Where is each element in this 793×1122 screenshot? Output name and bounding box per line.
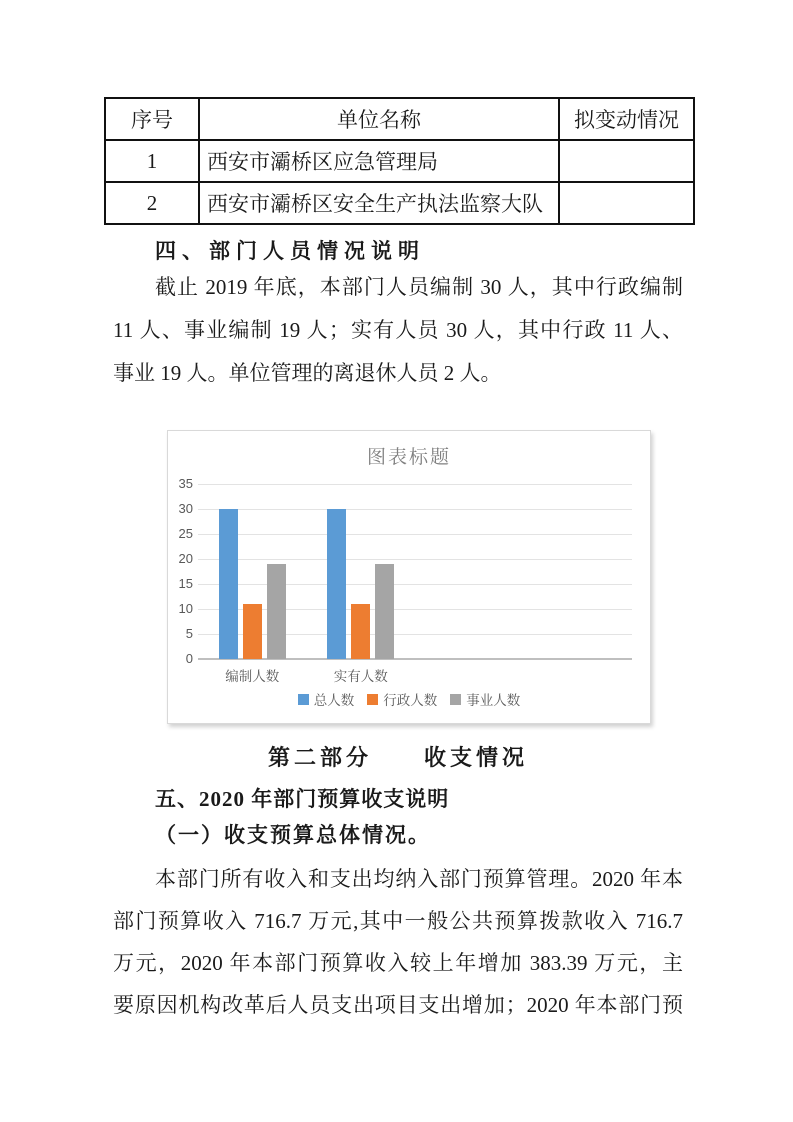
personnel-bar-chart bbox=[167, 430, 651, 724]
y-axis-tick: 20 bbox=[178, 551, 193, 566]
part2-heading: 第二部分 收支情况 bbox=[267, 745, 528, 770]
budget-paragraph bbox=[113, 858, 683, 1026]
table-header-row bbox=[105, 98, 694, 140]
paragraph-line: 截止 2019 年底，本部门人员编制 30 人，其中行政编制 bbox=[155, 275, 683, 299]
col-header-name: 单位名称 bbox=[199, 98, 559, 140]
bar-行政人数-编制人数 bbox=[243, 604, 262, 659]
legend-label: 行政人数 bbox=[383, 693, 438, 708]
gridline bbox=[198, 584, 632, 585]
legend-item bbox=[450, 689, 520, 709]
unit-name: 西安市灞桥区安全生产执法监察大队 bbox=[199, 182, 559, 224]
gridline bbox=[198, 559, 632, 560]
bar-行政人数-实有人数 bbox=[351, 604, 370, 659]
bar-总人数-实有人数 bbox=[327, 509, 346, 659]
paragraph-line: 本部门所有收入和支出均纳入部门预算管理。2020 年本 bbox=[155, 867, 683, 891]
gridline bbox=[198, 534, 632, 535]
subsection-heading-overview: （一）收支预算总体情况。 bbox=[155, 823, 431, 847]
y-axis-tick: 35 bbox=[178, 476, 193, 491]
legend-swatch-icon bbox=[367, 694, 378, 705]
unit-change bbox=[559, 140, 694, 182]
y-axis-tick: 30 bbox=[178, 501, 193, 516]
paragraph-line: 11 人、事业编制 19 人；实有人员 30 人，其中行政 11 人、 bbox=[113, 318, 683, 342]
paragraph-line: 事业 19 人。单位管理的离退休人员 2 人。 bbox=[113, 361, 502, 385]
personnel-paragraph bbox=[113, 266, 683, 395]
row-index: 2 bbox=[105, 182, 199, 224]
category-label: 编制人数 bbox=[225, 669, 280, 684]
table-row bbox=[105, 140, 694, 182]
legend-item bbox=[298, 689, 355, 709]
gridline bbox=[198, 484, 632, 485]
gridline bbox=[198, 609, 632, 610]
paragraph-line: 要原因机构改革后人员支出项目支出增加；2020 年本部门预 bbox=[113, 993, 683, 1017]
x-axis-line bbox=[198, 658, 632, 660]
col-header-change: 拟变动情况 bbox=[559, 98, 694, 140]
y-axis-tick: 10 bbox=[178, 601, 193, 616]
chart-legend bbox=[168, 689, 650, 709]
paragraph-line: 万元，2020 年本部门预算收入较上年增加 383.39 万元，主 bbox=[113, 951, 683, 975]
unit-name: 西安市灞桥区应急管理局 bbox=[199, 140, 559, 182]
legend-label: 事业人数 bbox=[466, 693, 521, 708]
y-axis-tick: 25 bbox=[178, 526, 193, 541]
y-axis-tick: 15 bbox=[178, 576, 193, 591]
paragraph-line: 部门预算收入 716.7 万元,其中一般公共预算拨款收入 716.7 bbox=[113, 909, 683, 933]
legend-swatch-icon bbox=[450, 694, 461, 705]
legend-label: 总人数 bbox=[313, 693, 355, 708]
col-header-index: 序号 bbox=[105, 98, 199, 140]
bar-事业人数-编制人数 bbox=[267, 564, 286, 659]
table-row bbox=[105, 182, 694, 224]
row-index: 1 bbox=[105, 140, 199, 182]
legend-swatch-icon bbox=[298, 694, 309, 705]
section-heading-personnel: 四、部门人员情况说明 bbox=[155, 239, 425, 263]
unit-table bbox=[104, 97, 695, 225]
legend-item bbox=[367, 689, 437, 709]
y-axis-tick: 5 bbox=[185, 626, 193, 641]
bar-总人数-编制人数 bbox=[219, 509, 238, 659]
gridline bbox=[198, 634, 632, 635]
bar-事业人数-实有人数 bbox=[375, 564, 394, 659]
section-heading-budget: 五、2020 年部门预算收支说明 bbox=[155, 787, 450, 811]
category-label: 实有人数 bbox=[333, 669, 388, 684]
y-axis-tick: 0 bbox=[185, 651, 193, 666]
gridline bbox=[198, 509, 632, 510]
unit-change bbox=[559, 182, 694, 224]
chart-title: 图表标题 bbox=[366, 447, 451, 468]
